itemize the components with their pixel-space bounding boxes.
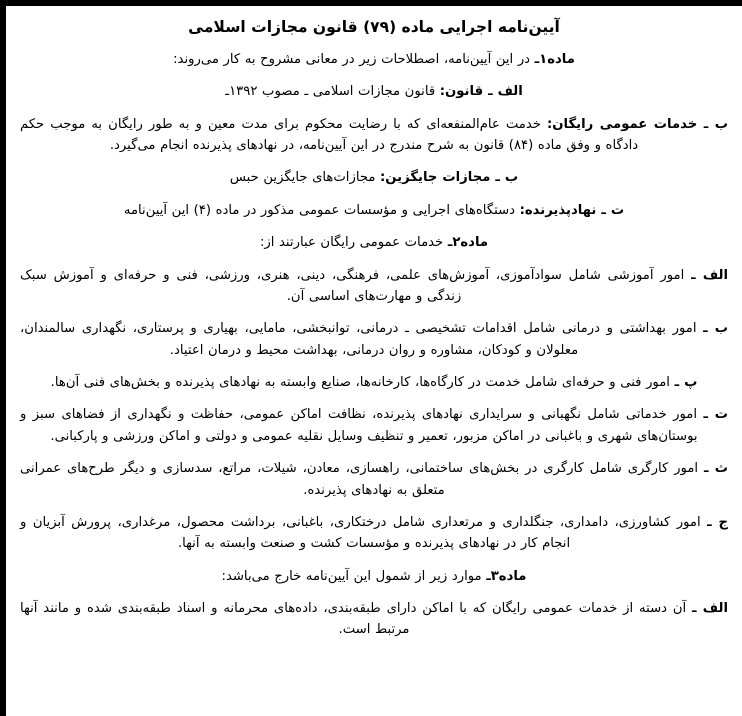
paragraph-article-1-clause-be <box>20 114 728 157</box>
paragraph-text: خدمات عمومی رایگان عبارتند از: <box>259 235 448 251</box>
paragraph-label: ماده۳ـ <box>486 568 527 584</box>
page-title: آیین‌نامه اجرایی ماده (۷۹) قانون مجازات اسلامی <box>188 18 560 36</box>
paragraph-label: ب ـ <box>703 321 728 337</box>
paragraph-article-1-clause-alef <box>20 81 728 102</box>
paragraph-label: ب ـ خدمات عمومی رایگان: <box>547 116 728 132</box>
paragraph-label: الف ـ قانون: <box>439 84 523 100</box>
paragraph-label: الف ـ <box>692 601 728 617</box>
paragraph-article-1 <box>20 49 728 70</box>
paragraph-text: امور کارگری شامل کارگری در بخش‌های ساختمانی، راهسازی، معادن، شیلات، مراتع، سدسازی و دیگر طرح‌های عمرانی متعلق به نهادهای پذیرنده. <box>20 461 704 498</box>
paragraph-article-2-clause-be <box>20 318 728 361</box>
paragraph-article-2 <box>20 232 728 253</box>
paragraph-text: دستگاه‌های اجرایی و مؤسسات عمومی مذکور در ماده (۴) این آیین‌نامه <box>123 202 520 218</box>
paragraph-label: ت ـ نهادپذیرنده: <box>519 202 625 218</box>
paragraph-label: ث ـ <box>703 461 728 477</box>
document-body <box>20 49 728 641</box>
paragraph-article-2-clause-se <box>20 458 728 501</box>
paragraph-article-1-clause-te <box>20 200 728 221</box>
paragraph-text: موارد زیر از شمول این آیین‌نامه خارج می‌باشد: <box>221 568 487 584</box>
paragraph-label: ماده۲ـ <box>447 235 489 251</box>
paragraph-text: در این آیین‌نامه، اصطلاحات زیر در معانی مشروح به کار می‌روند: <box>173 51 535 67</box>
paragraph-label: ماده۱ـ <box>534 51 575 67</box>
paragraph-article-2-clause-pe <box>20 372 728 393</box>
document-page <box>6 6 742 716</box>
paragraph-text: امور بهداشتی و درمانی شامل اقدامات تشخیصی ـ درمانی، توانبخشی، مامایی، بهیاری و پرستاری، نگهداری سالمندان، معلولان و کودکان، مشاوره و روان درمانی، بهداشت محیط و درمان اعتیاد. <box>20 321 704 358</box>
paragraph-label: ب ـ مجازات جایگزین: <box>380 170 519 186</box>
paragraph-article-1-clause-be-2 <box>20 167 728 188</box>
paragraph-text: خدمت عام‌المنفعه‌ای که با رضایت محکوم برای مدت معین و به طور رایگان به موجب حکم دادگاه و وفق ماده (۸۴) قانون به شرح مندرج در این آیین‌نامه، در نهادهای پذیرنده انجام می‌گیرد. <box>20 116 639 154</box>
paragraph-article-2-clause-jim <box>20 512 728 555</box>
paragraph-text: آن دسته از خدمات عمومی رایگان که با اماکن دارای طبقه‌بندی، داده‌های محرمانه و اسناد طبقه‌بندی شده و مانند آنها مرتبط است. <box>20 601 693 638</box>
paragraph-text: امور فنی و حرفه‌ای شامل خدمت در کارگاه‌ها، کارخانه‌ها، صنایع وابسته به نهادهای پذیرنده و بخش‌های فنی آن‌ها. <box>50 375 675 391</box>
paragraph-text: مجازات‌های جایگزین حبس <box>229 170 381 186</box>
paragraph-article-3 <box>20 566 728 587</box>
paragraph-label: ت ـ <box>703 407 728 423</box>
paragraph-label: پ ـ <box>674 375 698 391</box>
paragraph-text: امور آموزشی شامل سوادآموزی، آموزش‌های علمی، فرهنگی، دینی، هنری، ورزشی، فنی و حرفه‌ای و آموزش سبک زندگی و مهارت‌های اساسی آن. <box>20 267 692 304</box>
paragraph-label: ج ـ <box>707 514 728 530</box>
paragraph-label: الف ـ <box>691 267 729 283</box>
paragraph-text: قانون مجازات اسلامی ـ مصوب ۱۳۹۲ـ <box>225 84 440 100</box>
paragraph-article-3-clause-alef <box>20 598 728 641</box>
paragraph-text: امور خدماتی شامل نگهبانی و سرایداری نهادهای پذیرنده، نظافت اماکن عمومی، حفاظت و نگهداری از فضاهای سبز و بوستان‌های شهری و باغبانی در اماکن مزبور، تعمیر و تنظیف وسایل نقلیه عمومی و دولتی و اماکن ورزشی و پارکبانی. <box>20 407 704 444</box>
paragraph-article-2-clause-alef <box>20 265 728 308</box>
paragraph-article-2-clause-te <box>20 404 728 447</box>
paragraph-text: امور کشاورزی، دامداری، جنگلداری و مرتعداری شامل درختکاری، باغبانی، برداشت محصول، مرغداری، پرورش آبزیان و انجام کار در نهادهای پذیرنده و مؤسسات کشت و صنعت وابسته به آنها. <box>20 514 708 552</box>
